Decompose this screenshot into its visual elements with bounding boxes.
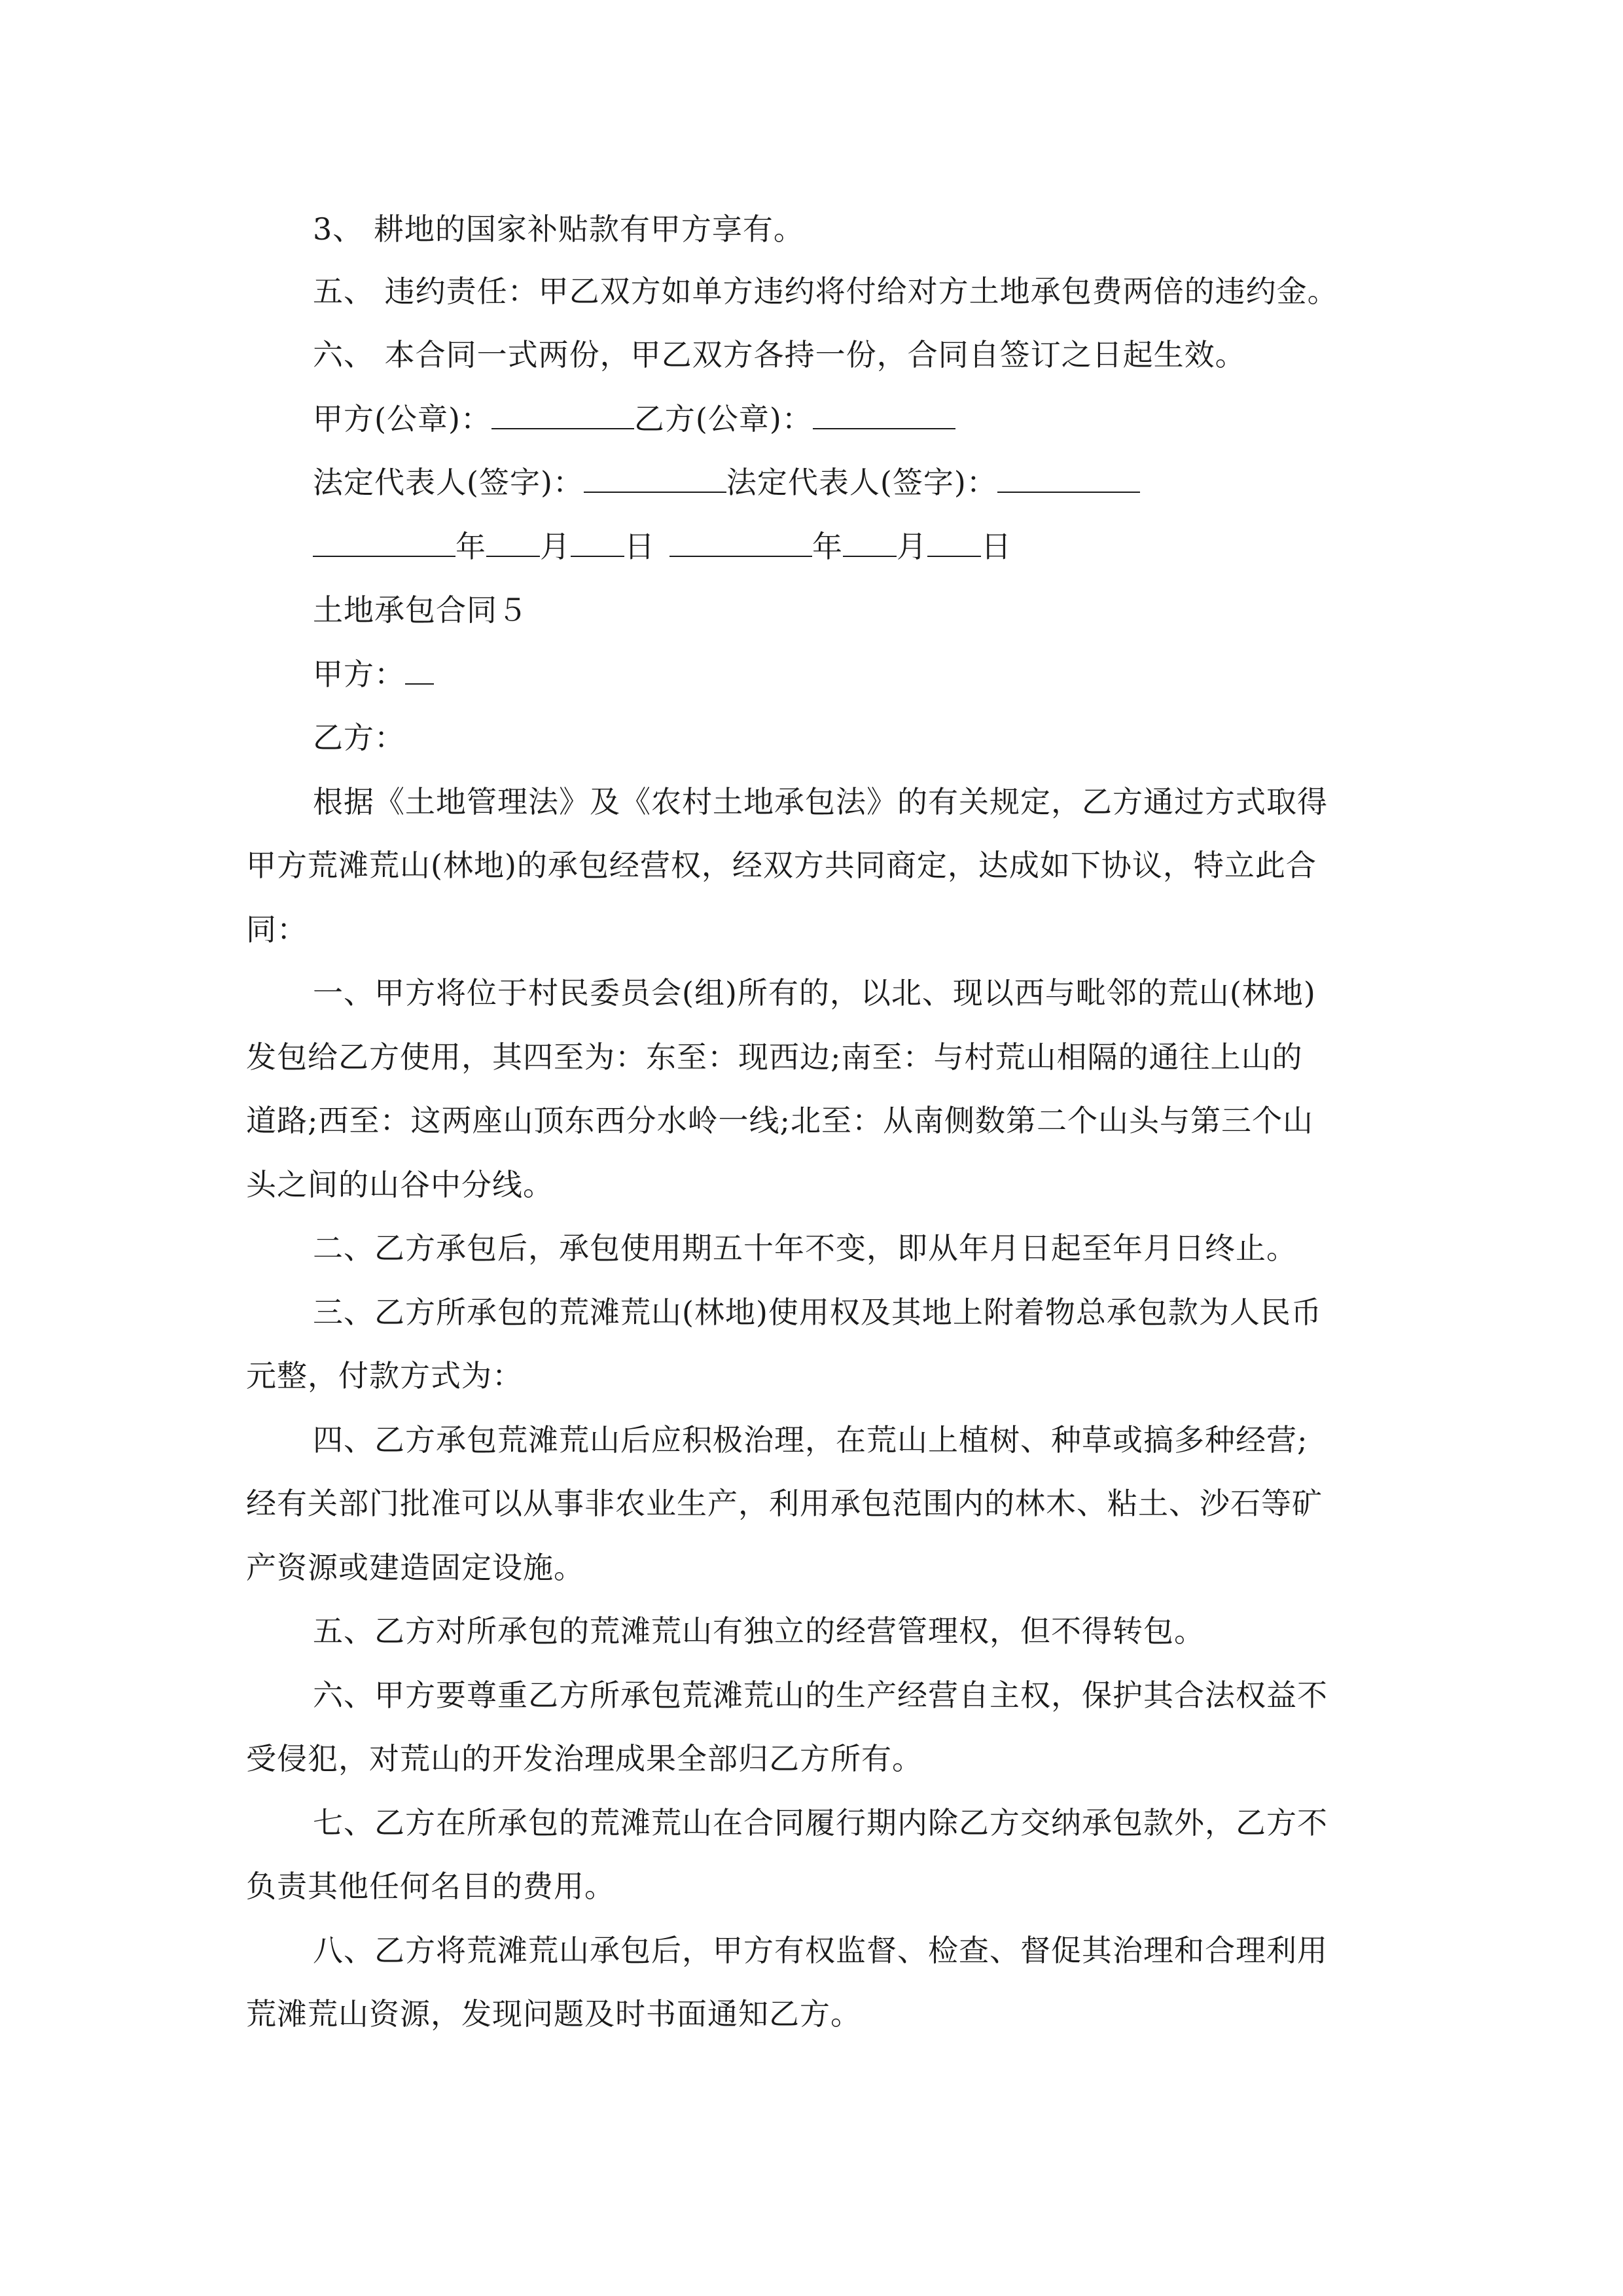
paragraph-line: 道路;西至：这两座山顶东西分水岭一线;北至：从南侧数第二个山头与第三个山 bbox=[246, 1103, 1313, 1138]
rep-b-label: 法定代表人(签字)： bbox=[726, 465, 997, 500]
paragraph-line: 元整，付款方式为： bbox=[246, 1358, 523, 1393]
clause-line: 3、 耕地的国家补贴款有甲方享有。 bbox=[313, 211, 804, 247]
clause-line: 六、 本合同一式两份，甲乙双方各持一份，合同自签订之日起生效。 bbox=[313, 337, 1246, 372]
paragraph-line: 一、甲方将位于村民委员会(组)所有的，以北、现以西与毗邻的荒山(林地) bbox=[313, 975, 1316, 1011]
rep-a-blank bbox=[584, 463, 726, 493]
representative-line bbox=[313, 463, 1140, 502]
date-a-year-blank bbox=[313, 527, 455, 557]
party-a-seal-label: 甲方(公章)： bbox=[313, 401, 491, 437]
paragraph-line: 七、乙方在所承包的荒滩荒山在合同履行期内除乙方交纳承包款外，乙方不 bbox=[313, 1805, 1328, 1840]
paragraph-line: 受侵犯，对荒山的开发治理成果全部归乙方所有。 bbox=[246, 1741, 923, 1776]
paragraph-line: 四、乙方承包荒滩荒山后应积极治理，在荒山上植树、种草或搞多种经营; bbox=[313, 1422, 1308, 1458]
paragraph-line: 三、乙方所承包的荒滩荒山(林地)使用权及其地上附着物总承包款为人民币 bbox=[313, 1295, 1322, 1330]
party-a-blank bbox=[405, 655, 434, 685]
party-a-label: 甲方： bbox=[313, 656, 405, 692]
clause-line: 五、 违约责任：甲乙双方如单方违约将付给对方土地承包费两倍的违约金。 bbox=[313, 274, 1338, 309]
date-b-day-blank bbox=[927, 527, 981, 557]
paragraph-line: 甲方荒滩荒山(林地)的承包经营权，经双方共同商定，达成如下协议，特立此合 bbox=[246, 848, 1317, 883]
paragraph-line: 八、乙方将荒滩荒山承包后，甲方有权监督、检查、督促其治理和合理利用 bbox=[313, 1933, 1328, 1968]
rep-b-blank bbox=[997, 463, 1140, 493]
day-label: 日 bbox=[624, 529, 655, 564]
paragraph-line: 荒滩荒山资源，发现问题及时书面通知乙方。 bbox=[246, 1996, 861, 2032]
date-b-year-blank bbox=[669, 527, 812, 557]
seal-line bbox=[313, 399, 955, 439]
paragraph-line: 六、甲方要尊重乙方所承包荒滩荒山的生产经营自主权，保护其合法权益不 bbox=[313, 1677, 1328, 1713]
date-a-day-blank bbox=[571, 527, 624, 557]
paragraph-line: 产资源或建造固定设施。 bbox=[246, 1550, 584, 1585]
party-a-seal-blank bbox=[491, 399, 634, 429]
party-b-label: 乙方： bbox=[313, 720, 405, 755]
month-label: 月 bbox=[540, 529, 571, 564]
paragraph-line: 同： bbox=[246, 912, 308, 947]
section-title: 土地承包合同５ bbox=[313, 592, 528, 628]
paragraph-line: 负责其他任何名目的费用。 bbox=[246, 1869, 615, 1904]
year-label: 年 bbox=[812, 529, 843, 564]
party-a-line bbox=[313, 655, 434, 694]
paragraph-line: 五、乙方对所承包的荒滩荒山有独立的经营管理权，但不得转包。 bbox=[313, 1613, 1205, 1649]
paragraph-line: 发包给乙方使用，其四至为：东至：现西边;南至：与村荒山相隔的通往上山的 bbox=[246, 1039, 1303, 1075]
year-label: 年 bbox=[455, 529, 486, 564]
rep-a-label: 法定代表人(签字)： bbox=[313, 465, 584, 500]
paragraph-line: 经有关部门批准可以从事非农业生产，利用承包范围内的林木、粘土、沙石等矿 bbox=[246, 1486, 1323, 1521]
paragraph-line: 根据《土地管理法》及《农村土地承包法》的有关规定，乙方通过方式取得 bbox=[313, 784, 1328, 819]
paragraph-line: 头之间的山谷中分线。 bbox=[246, 1167, 554, 1202]
day-label: 日 bbox=[981, 529, 1012, 564]
date-a-month-blank bbox=[486, 527, 540, 557]
date-b-month-blank bbox=[843, 527, 897, 557]
paragraph-line: 二、乙方承包后，承包使用期五十年不变，即从年月日起至年月日终止。 bbox=[313, 1230, 1297, 1266]
month-label: 月 bbox=[897, 529, 927, 564]
party-b-seal-blank bbox=[813, 399, 955, 429]
date-line bbox=[313, 527, 1012, 566]
party-b-seal-label: 乙方(公章)： bbox=[633, 401, 813, 437]
